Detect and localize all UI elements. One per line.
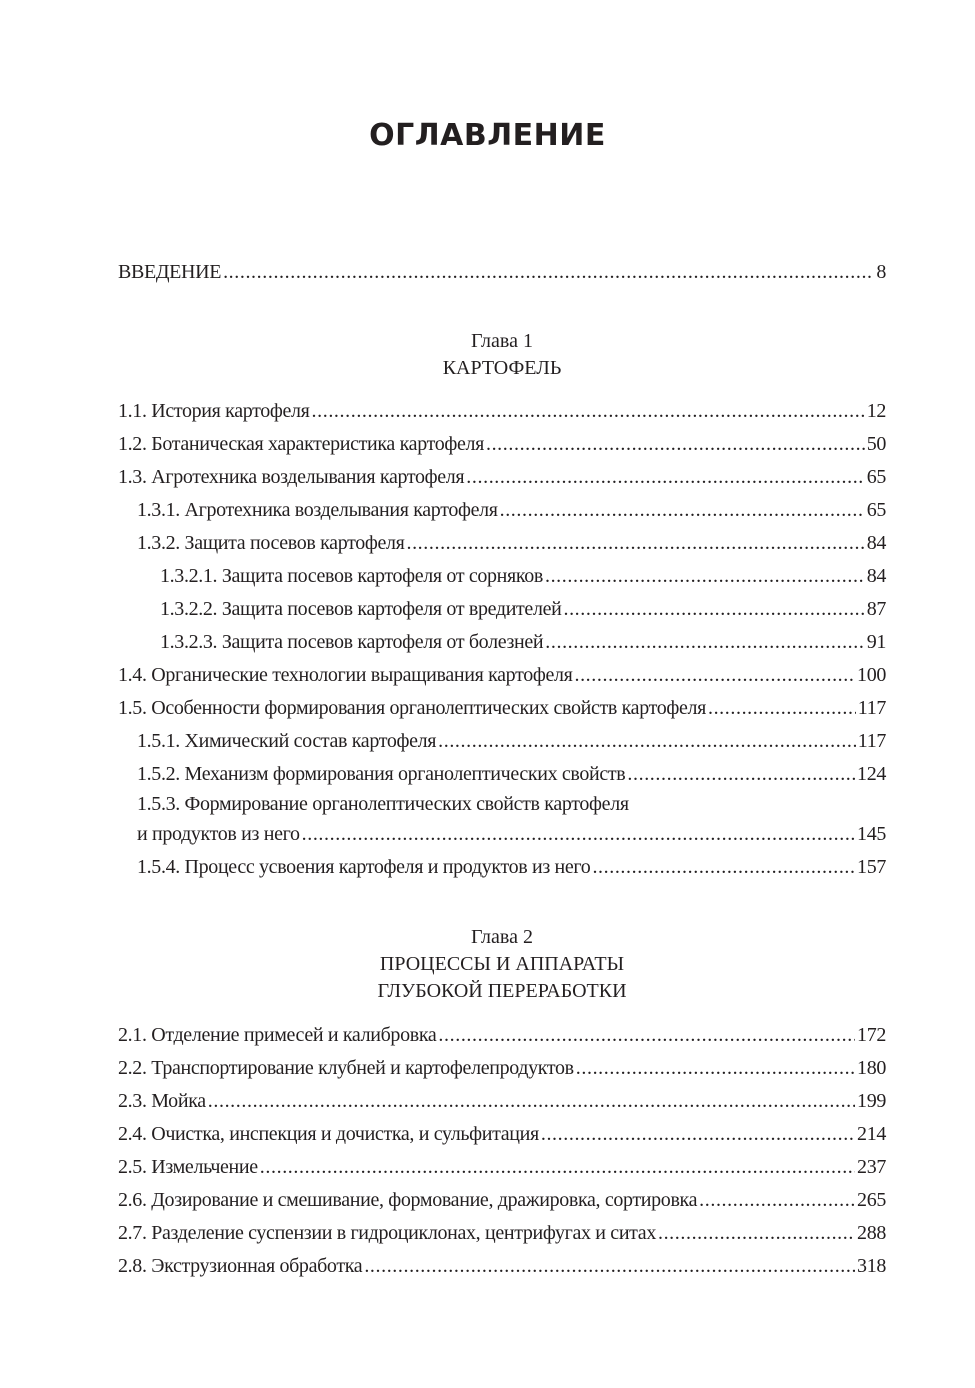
toc-entry[interactable] bbox=[118, 428, 886, 461]
toc-entry[interactable] bbox=[118, 1184, 886, 1217]
entry-page: 288 bbox=[857, 1222, 886, 1244]
toc-entry[interactable] bbox=[118, 758, 886, 791]
dot-leader bbox=[438, 725, 856, 758]
chapter-2-heading bbox=[118, 924, 886, 1005]
entry-title: 1.5.1. Химический состав картофеля bbox=[137, 730, 437, 752]
dot-leader bbox=[486, 428, 865, 461]
page-title: ОГЛАВЛЕНИЕ bbox=[369, 118, 606, 153]
dot-leader bbox=[592, 851, 855, 884]
entry-page: 124 bbox=[857, 763, 886, 785]
dot-leader bbox=[541, 1118, 855, 1151]
dot-leader bbox=[545, 560, 865, 593]
entry-page: 84 bbox=[866, 532, 886, 554]
chapter-name: ПРОЦЕССЫ И АППАРАТЫ bbox=[379, 953, 625, 975]
dot-leader bbox=[563, 593, 864, 626]
dot-leader bbox=[260, 1151, 855, 1184]
entry-title: 2.6. Дозирование и смешивание, формование, дражировка, сортировка bbox=[118, 1189, 698, 1211]
toc-entry[interactable] bbox=[118, 851, 886, 884]
chapter-1-heading bbox=[118, 328, 886, 382]
entry-page: 12 bbox=[866, 400, 886, 422]
dot-leader bbox=[658, 1217, 855, 1250]
entry-page: 84 bbox=[866, 565, 886, 587]
entry-title: 1.1. История картофеля bbox=[118, 400, 310, 422]
dot-leader bbox=[364, 1250, 855, 1283]
entry-title: 1.3.2.1. Защита посевов картофеля от сорняков bbox=[160, 565, 543, 587]
toc-entry[interactable] bbox=[118, 725, 886, 758]
dot-leader bbox=[302, 818, 855, 851]
entry-title: 2.1. Отделение примесей и калибровка bbox=[118, 1024, 437, 1046]
entry-title: 1.3. Агротехника возделывания картофеля bbox=[118, 466, 465, 488]
entry-title: 2.2. Транспортирование клубней и картофелепродуктов bbox=[118, 1057, 574, 1079]
entry-title: 2.7. Разделение суспензии в гидроциклонах, центрифугах и ситах bbox=[118, 1222, 656, 1244]
toc-entry[interactable] bbox=[118, 1118, 886, 1151]
entry-page: 8 bbox=[876, 261, 886, 283]
entry-page: 65 bbox=[866, 466, 886, 488]
entry-title: 1.2. Ботаническая характеристика картофеля bbox=[118, 433, 484, 455]
chapter-label: Глава 2 bbox=[471, 926, 533, 948]
dot-leader bbox=[223, 256, 874, 289]
entry-title: 1.5.3. Формирование органолептических свойств картофеля bbox=[137, 793, 629, 815]
entry-title: 1.3.2. Защита посевов картофеля bbox=[137, 532, 405, 554]
dot-leader bbox=[438, 1019, 855, 1052]
chapter-name: КАРТОФЕЛЬ bbox=[442, 357, 562, 379]
toc-entry[interactable] bbox=[118, 527, 886, 560]
entry-page: 87 bbox=[866, 598, 886, 620]
entry-page: 91 bbox=[866, 631, 886, 653]
entry-title: 1.4. Органические технологии выращивания картофеля bbox=[118, 664, 573, 686]
toc-entry[interactable] bbox=[118, 1019, 886, 1052]
entry-page: 100 bbox=[857, 664, 886, 686]
entry-page: 50 bbox=[866, 433, 886, 455]
dot-leader bbox=[208, 1085, 855, 1118]
dot-leader bbox=[500, 494, 865, 527]
entry-page: 117 bbox=[857, 697, 886, 719]
entry-page: 117 bbox=[857, 730, 886, 752]
toc-entry[interactable] bbox=[118, 395, 886, 428]
entry-title: 2.4. Очистка, инспекция и дочистка, и сульфитация bbox=[118, 1123, 539, 1145]
entry-page: 265 bbox=[857, 1189, 886, 1211]
entry-title: 2.3. Мойка bbox=[118, 1090, 206, 1112]
entry-title: 1.3.2.3. Защита посевов картофеля от болезней bbox=[160, 631, 544, 653]
entry-page: 180 bbox=[857, 1057, 886, 1079]
entry-page: 157 bbox=[857, 856, 886, 878]
chapter-label: Глава 1 bbox=[471, 330, 533, 352]
toc-entry[interactable] bbox=[118, 791, 886, 818]
entry-title: ВВЕДЕНИЕ bbox=[118, 261, 222, 283]
toc-entry-intro[interactable] bbox=[118, 256, 886, 289]
dot-leader bbox=[708, 692, 856, 725]
entry-title: 2.5. Измельчение bbox=[118, 1156, 258, 1178]
entry-page: 65 bbox=[866, 499, 886, 521]
entry-title: 1.3.1. Агротехника возделывания картофеля bbox=[137, 499, 498, 521]
entry-title: 1.5.2. Механизм формирования органолептических свойств bbox=[137, 763, 626, 785]
dot-leader bbox=[627, 758, 855, 791]
toc-entry[interactable] bbox=[118, 560, 886, 593]
dot-leader bbox=[466, 461, 864, 494]
toc-entry[interactable] bbox=[118, 1250, 886, 1283]
chapter-1-entries bbox=[118, 395, 886, 884]
toc-entry[interactable] bbox=[118, 818, 886, 851]
entry-title: и продуктов из него bbox=[137, 823, 300, 845]
entry-page: 172 bbox=[857, 1024, 886, 1046]
dot-leader bbox=[545, 626, 864, 659]
entry-title: 2.8. Экструзионная обработка bbox=[118, 1255, 363, 1277]
entry-page: 214 bbox=[857, 1123, 886, 1145]
chapter-name: ГЛУБОКОЙ ПЕРЕРАБОТКИ bbox=[377, 980, 627, 1002]
toc-entry[interactable] bbox=[118, 692, 886, 725]
entry-page: 145 bbox=[857, 823, 886, 845]
toc-entry[interactable] bbox=[118, 659, 886, 692]
toc-entry[interactable] bbox=[118, 461, 886, 494]
toc-entry[interactable] bbox=[118, 626, 886, 659]
dot-leader bbox=[406, 527, 864, 560]
dot-leader bbox=[576, 1052, 855, 1085]
toc-entry[interactable] bbox=[118, 1085, 886, 1118]
toc-entry[interactable] bbox=[118, 1052, 886, 1085]
entry-title: 1.5.4. Процесс усвоения картофеля и продуктов из него bbox=[137, 856, 591, 878]
entry-title: 1.3.2.2. Защита посевов картофеля от вредителей bbox=[160, 598, 562, 620]
entry-title: 1.5. Особенности формирования органолептических свойств картофеля bbox=[118, 697, 706, 719]
toc-entry[interactable] bbox=[118, 593, 886, 626]
toc-entry[interactable] bbox=[118, 1217, 886, 1250]
chapter-2-entries bbox=[118, 1019, 886, 1283]
toc-entry[interactable] bbox=[118, 494, 886, 527]
entry-page: 199 bbox=[857, 1090, 886, 1112]
entry-page: 237 bbox=[857, 1156, 886, 1178]
dot-leader bbox=[699, 1184, 855, 1217]
dot-leader bbox=[574, 659, 855, 692]
toc-intro bbox=[118, 256, 886, 289]
toc-entry[interactable] bbox=[118, 1151, 886, 1184]
dot-leader bbox=[312, 395, 865, 428]
entry-page: 318 bbox=[857, 1255, 886, 1277]
